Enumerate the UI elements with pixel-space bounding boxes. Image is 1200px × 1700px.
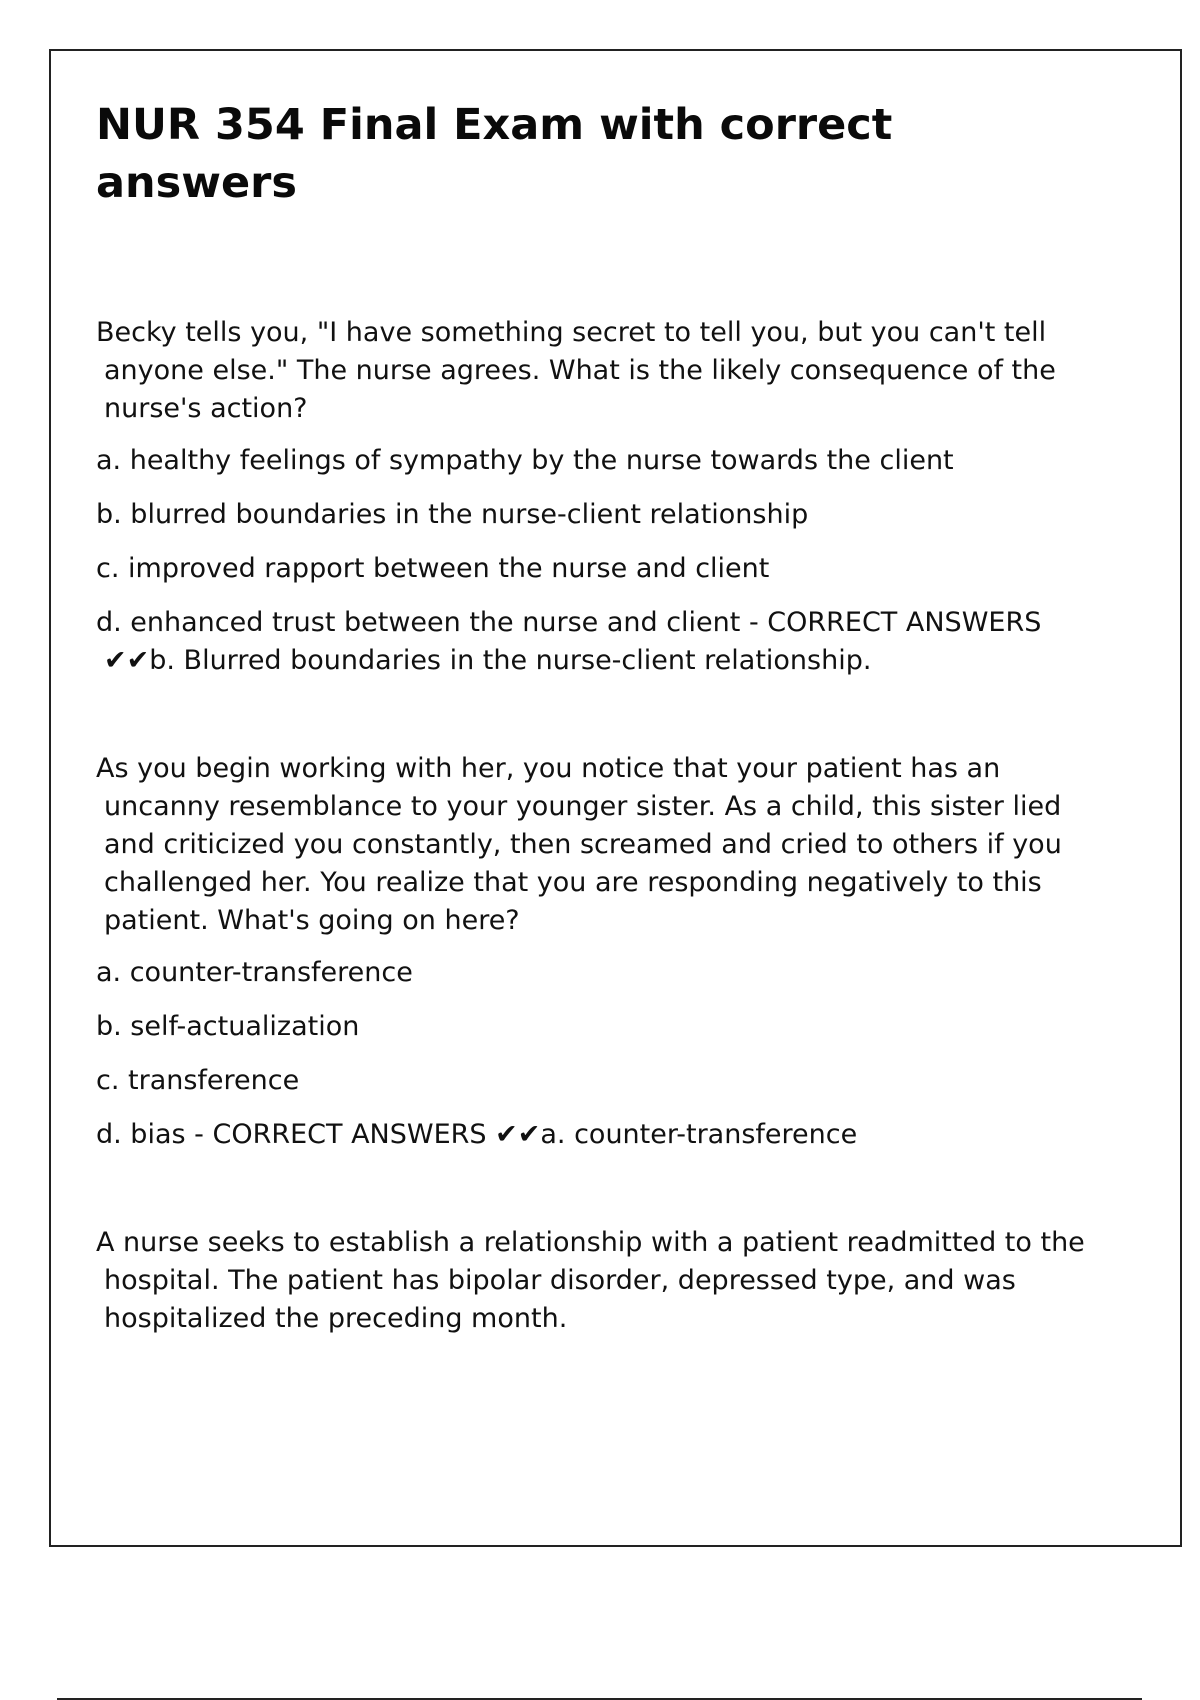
question-1 [96, 314, 1086, 680]
question-3 [96, 1224, 1086, 1338]
question-2-option-d-with-answer: d. bias - CORRECT ANSWERS ✔✔a. counter-transference [96, 1119, 858, 1150]
document-content [96, 96, 1086, 1352]
question-2-option-c: c. transference [96, 1065, 300, 1096]
question-2-text: As you begin working with her, you notice that your patient has an uncanny resemblance to your younger sister. As a child, this sister lied and criticized you constantly, then screamed and cried to others if you challenged her. You realize that you are responding negatively to this patient. What's going on here? [96, 753, 1062, 936]
question-1-option-b: b. blurred boundaries in the nurse-client relationship [96, 499, 809, 530]
question-1-option-c: c. improved rapport between the nurse and client [96, 553, 770, 584]
question-3-text: A nurse seeks to establish a relationship with a patient readmitted to the hospital. The patient has bipolar disorder, depressed type, and was hospitalized the preceding month. [96, 1227, 1085, 1334]
question-2-option-b: b. self-actualization [96, 1011, 360, 1042]
question-1-option-d-with-answer: d. enhanced trust between the nurse and client - CORRECT ANSWERS ✔✔b. Blurred boundaries in the nurse-client relationship. [96, 607, 1050, 676]
question-1-option-a: a. healthy feelings of sympathy by the nurse towards the client [96, 445, 954, 476]
document-title: NUR 354 Final Exam with correct answers [96, 100, 893, 208]
question-2 [96, 750, 1086, 1154]
question-2-option-a: a. counter-transference [96, 957, 413, 988]
question-1-text: Becky tells you, "I have something secret to tell you, but you can't tell anyone else." The nurse agrees. What is the likely consequence of the nurse's action? [96, 317, 1056, 424]
